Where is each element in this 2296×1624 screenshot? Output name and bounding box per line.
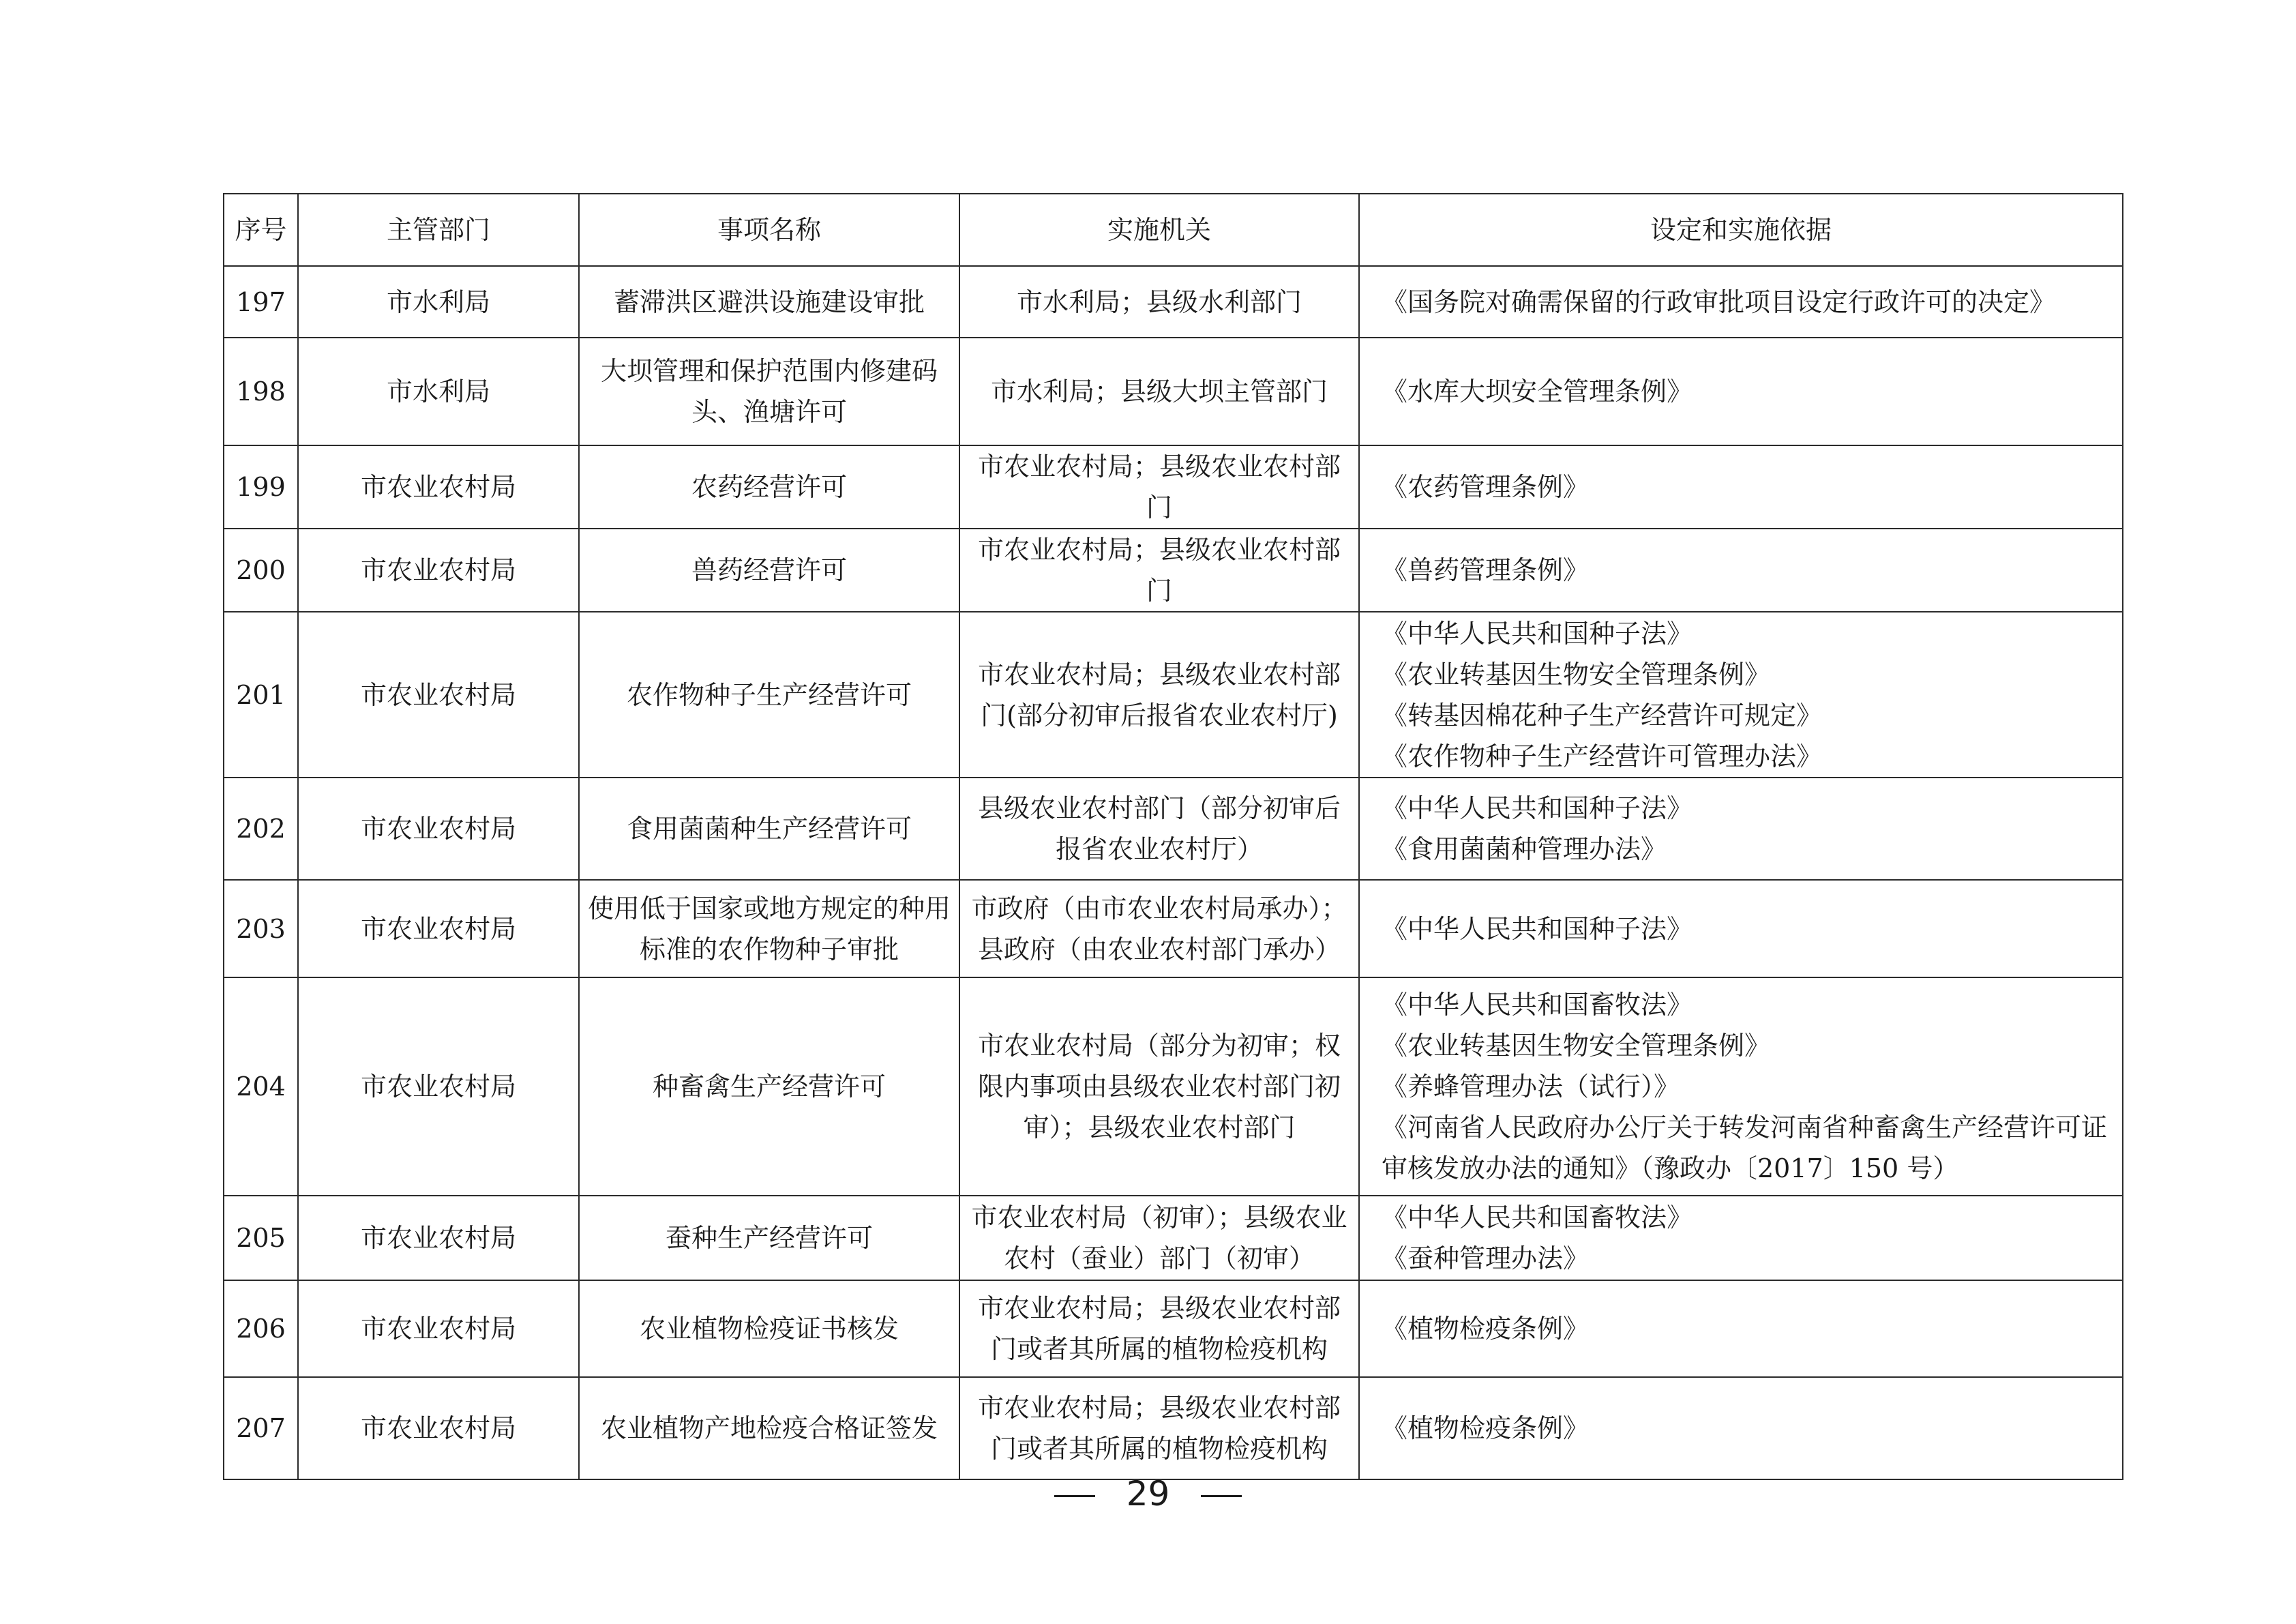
cell-item: 农业植物检疫证书核发 — [579, 1280, 959, 1377]
table-row — [224, 778, 2123, 880]
table-row — [224, 1280, 2123, 1377]
cell-agency: 市农业农村局；县级农业农村部门(部分初审后报省农业农村厅) — [959, 612, 1359, 778]
table-row — [224, 880, 2123, 977]
cell-item: 农药经营许可 — [579, 445, 959, 529]
cell-item: 蚕种生产经营许可 — [579, 1196, 959, 1280]
basis-line: 《中华人民共和国种子法》 — [1382, 913, 1693, 944]
cell-no: 206 — [224, 1280, 298, 1377]
cell-agency: 市农业农村局（部分为初审；权限内事项由县级农业农村部门初审）；县级农业农村部门 — [959, 977, 1359, 1196]
table-row — [224, 266, 2123, 338]
cell-no: 198 — [224, 338, 298, 445]
footer-dash-left — [1054, 1495, 1095, 1497]
cell-item: 蓄滞洪区避洪设施建设审批 — [579, 266, 959, 338]
cell-dept: 市农业农村局 — [298, 1280, 579, 1377]
table-row — [224, 1377, 2123, 1479]
cell-basis — [1359, 1196, 2123, 1280]
table-row — [224, 612, 2123, 778]
cell-dept: 市农业农村局 — [298, 880, 579, 977]
table-row — [224, 1196, 2123, 1280]
cell-basis — [1359, 977, 2123, 1196]
cell-no: 205 — [224, 1196, 298, 1280]
cell-agency: 市农业农村局；县级农业农村部门 — [959, 445, 1359, 529]
cell-agency: 市水利局；县级大坝主管部门 — [959, 338, 1359, 445]
header-no: 序号 — [224, 194, 298, 266]
cell-dept: 市水利局 — [298, 266, 579, 338]
cell-dept: 市农业农村局 — [298, 612, 579, 778]
basis-line: 《蚕种管理办法》 — [1382, 1243, 1590, 1273]
header-basis: 设定和实施依据 — [1359, 194, 2123, 266]
cell-basis — [1359, 266, 2123, 338]
basis-line: 《水库大坝安全管理条例》 — [1382, 377, 1693, 407]
table-row — [224, 338, 2123, 445]
basis-line: 《农作物种子生产经营许可管理办法》 — [1382, 741, 1823, 771]
table-header-row — [224, 194, 2123, 266]
approval-items-table — [223, 193, 2123, 1480]
cell-dept: 市农业农村局 — [298, 445, 579, 529]
cell-dept: 市农业农村局 — [298, 1196, 579, 1280]
basis-line: 《植物检疫条例》 — [1382, 1413, 1590, 1443]
cell-agency: 市农业农村局；县级农业农村部门或者其所属的植物检疫机构 — [959, 1377, 1359, 1479]
basis-line: 《养蜂管理办法（试行）》 — [1382, 1072, 1680, 1102]
cell-item: 兽药经营许可 — [579, 529, 959, 612]
cell-item: 食用菌菌种生产经营许可 — [579, 778, 959, 880]
cell-no: 197 — [224, 266, 298, 338]
cell-basis — [1359, 445, 2123, 529]
cell-item: 使用低于国家或地方规定的种用标准的农作物种子审批 — [579, 880, 959, 977]
basis-line: 《中华人民共和国畜牧法》 — [1382, 1202, 1693, 1232]
cell-basis — [1359, 778, 2123, 880]
basis-line: 《兽药管理条例》 — [1382, 555, 1590, 585]
cell-no: 199 — [224, 445, 298, 529]
cell-agency: 市水利局；县级水利部门 — [959, 266, 1359, 338]
basis-line: 《食用菌菌种管理办法》 — [1382, 834, 1667, 864]
cell-no: 203 — [224, 880, 298, 977]
page-footer — [0, 1473, 2296, 1514]
cell-dept: 市农业农村局 — [298, 1377, 579, 1479]
footer-dash-right — [1201, 1495, 1242, 1497]
cell-agency: 市农业农村局；县级农业农村部门 — [959, 529, 1359, 612]
basis-line: 《河南省人民政府办公厅关于转发河南省种畜禽生产经营许可证审核发放办法的通知》（豫政办〔2017〕150 号） — [1382, 1112, 2108, 1183]
cell-basis — [1359, 612, 2123, 778]
cell-no: 207 — [224, 1377, 298, 1479]
header-dept: 主管部门 — [298, 194, 579, 266]
table-body — [224, 266, 2123, 1479]
cell-item: 农业植物产地检疫合格证签发 — [579, 1377, 959, 1479]
cell-basis — [1359, 338, 2123, 445]
header-item: 事项名称 — [579, 194, 959, 266]
cell-basis — [1359, 529, 2123, 612]
cell-item: 种畜禽生产经营许可 — [579, 977, 959, 1196]
basis-line: 《农业转基因生物安全管理条例》 — [1382, 1031, 1771, 1061]
cell-dept: 市农业农村局 — [298, 778, 579, 880]
cell-dept: 市水利局 — [298, 338, 579, 445]
basis-line: 《植物检疫条例》 — [1382, 1314, 1590, 1344]
cell-basis — [1359, 880, 2123, 977]
basis-line: 《农业转基因生物安全管理条例》 — [1382, 659, 1771, 690]
cell-basis — [1359, 1280, 2123, 1377]
cell-dept: 市农业农村局 — [298, 977, 579, 1196]
basis-line: 《转基因棉花种子生产经营许可规定》 — [1382, 700, 1823, 730]
page-number: 29 — [1126, 1474, 1170, 1514]
table-row — [224, 529, 2123, 612]
cell-no: 202 — [224, 778, 298, 880]
basis-line: 《中华人民共和国种子法》 — [1382, 793, 1693, 823]
cell-agency: 市农业农村局；县级农业农村部门或者其所属的植物检疫机构 — [959, 1280, 1359, 1377]
table-row — [224, 977, 2123, 1196]
basis-line: 《中华人民共和国种子法》 — [1382, 618, 1693, 649]
cell-agency: 市农业农村局（初审）；县级农业农村（蚕业）部门（初审） — [959, 1196, 1359, 1280]
cell-no: 200 — [224, 529, 298, 612]
cell-basis — [1359, 1377, 2123, 1479]
header-agency: 实施机关 — [959, 194, 1359, 266]
cell-item: 大坝管理和保护范围内修建码头、渔塘许可 — [579, 338, 959, 445]
cell-no: 201 — [224, 612, 298, 778]
cell-agency: 市政府（由市农业农村局承办）；县政府（由农业农村部门承办） — [959, 880, 1359, 977]
cell-agency: 县级农业农村部门（部分初审后报省农业农村厅） — [959, 778, 1359, 880]
basis-line: 《国务院对确需保留的行政审批项目设定行政许可的决定》 — [1382, 286, 2056, 317]
cell-no: 204 — [224, 977, 298, 1196]
cell-item: 农作物种子生产经营许可 — [579, 612, 959, 778]
table-row — [224, 445, 2123, 529]
basis-line: 《农药管理条例》 — [1382, 472, 1590, 502]
basis-line: 《中华人民共和国畜牧法》 — [1382, 990, 1693, 1020]
cell-dept: 市农业农村局 — [298, 529, 579, 612]
